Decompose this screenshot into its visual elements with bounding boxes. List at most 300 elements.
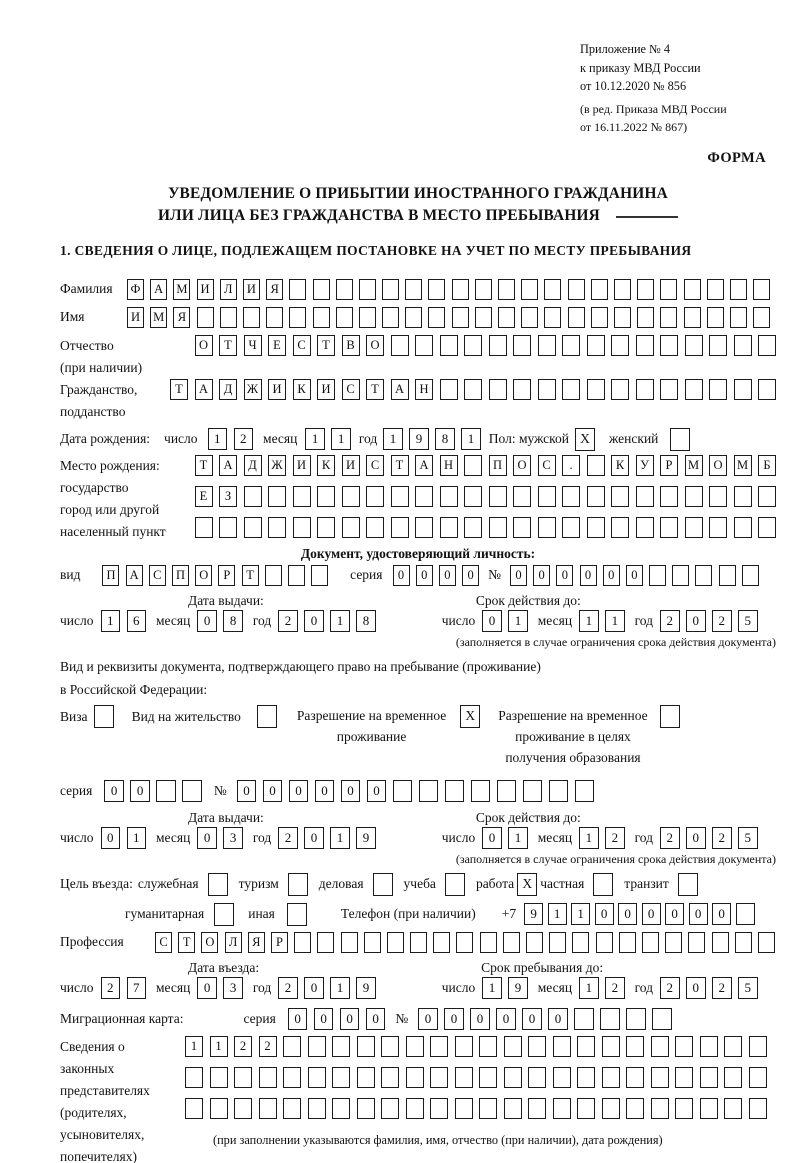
given-name-boxes-cell-11[interactable] [359, 307, 376, 328]
birth-place-row3-boxes-cell-20[interactable] [660, 517, 678, 538]
representatives-row2-boxes-cell-1[interactable] [185, 1067, 203, 1088]
profession-boxes-cell-19[interactable] [572, 932, 589, 953]
surname-boxes-cell-6[interactable]: И [243, 279, 260, 300]
stay-issue-month-cell-1[interactable]: 0 [197, 827, 217, 849]
sex-male-checkbox-cell-1[interactable]: X [575, 428, 595, 451]
surname-boxes-cell-5[interactable]: Л [220, 279, 237, 300]
surname-boxes-cell-9[interactable] [313, 279, 330, 300]
identity-issue-month-cell-2[interactable]: 8 [223, 610, 243, 632]
citizenship-boxes-cell-8[interactable]: С [342, 379, 360, 400]
given-name-boxes-cell-8[interactable] [289, 307, 306, 328]
profession-boxes-cell-22[interactable] [642, 932, 659, 953]
representatives-row1-boxes-cell-17[interactable] [577, 1036, 595, 1057]
doc-kind-boxes-cell-8[interactable] [265, 565, 282, 586]
representatives-row1-boxes-cell-8[interactable] [357, 1036, 375, 1057]
birth-place-row2-boxes-cell-3[interactable] [244, 486, 262, 507]
entry-year-cell-1[interactable]: 2 [278, 977, 298, 999]
representatives-row2-boxes-cell-8[interactable] [357, 1067, 375, 1088]
representatives-row2-boxes-cell-14[interactable] [504, 1067, 522, 1088]
birth-place-row1-boxes-cell-16[interactable]: . [562, 455, 580, 476]
given-name-boxes-cell-22[interactable] [614, 307, 631, 328]
representatives-row2-boxes-cell-12[interactable] [455, 1067, 473, 1088]
purpose-private-checkbox-cell-1[interactable] [593, 873, 613, 896]
surname-boxes-cell-17[interactable] [498, 279, 515, 300]
phone-boxes-cell-6[interactable]: 0 [642, 903, 661, 925]
citizenship-boxes-cell-6[interactable]: К [293, 379, 311, 400]
given-name-boxes-cell-26[interactable] [707, 307, 724, 328]
given-name-boxes-cell-24[interactable] [660, 307, 677, 328]
purpose-transit-checkbox-cell-1[interactable] [678, 873, 698, 896]
doc-series-boxes-cell-2[interactable]: 0 [416, 565, 433, 586]
profession-boxes-cell-7[interactable] [294, 932, 311, 953]
mc-number-boxes-cell-10[interactable] [652, 1008, 672, 1030]
given-name-boxes-cell-23[interactable] [637, 307, 654, 328]
birth-place-row2-boxes-cell-22[interactable] [709, 486, 727, 507]
birth-year-boxes-cell-3[interactable]: 8 [435, 428, 455, 450]
birth-place-row2-boxes-cell-1[interactable]: Е [195, 486, 213, 507]
surname-boxes-cell-12[interactable] [382, 279, 399, 300]
stay-valid-year-cell-2[interactable]: 0 [686, 827, 706, 849]
birth-place-row2-boxes-cell-15[interactable] [538, 486, 556, 507]
stay-number-boxes-cell-5[interactable]: 0 [341, 780, 361, 802]
given-name-boxes-cell-16[interactable] [475, 307, 492, 328]
surname-boxes-cell-4[interactable]: И [197, 279, 214, 300]
stay-valid-year-cell-4[interactable]: 5 [738, 827, 758, 849]
citizenship-boxes-cell-2[interactable]: А [195, 379, 213, 400]
patronymic-boxes-cell-20[interactable] [660, 335, 678, 356]
profession-boxes-cell-3[interactable]: О [201, 932, 218, 953]
doc-number-boxes-cell-5[interactable]: 0 [603, 565, 620, 586]
surname-boxes-cell-16[interactable] [475, 279, 492, 300]
phone-boxes-cell-5[interactable]: 0 [618, 903, 637, 925]
citizenship-boxes-cell-13[interactable] [464, 379, 482, 400]
birth-place-row1-boxes-cell-17[interactable] [587, 455, 605, 476]
birth-place-row2-boxes-cell-18[interactable] [611, 486, 629, 507]
birth-place-row2-boxes-cell-16[interactable] [562, 486, 580, 507]
edu-residence-checkbox-cell-1[interactable] [660, 705, 680, 728]
identity-valid-day-cell-2[interactable]: 1 [508, 610, 528, 632]
representatives-row1-boxes-cell-2[interactable]: 1 [210, 1036, 228, 1057]
phone-boxes-cell-7[interactable]: 0 [665, 903, 684, 925]
birth-place-row3-boxes-cell-21[interactable] [685, 517, 703, 538]
mc-series-boxes-cell-4[interactable]: 0 [366, 1008, 386, 1030]
birth-place-row1-boxes-cell-12[interactable] [464, 455, 482, 476]
representatives-row3-boxes-cell-24[interactable] [749, 1098, 767, 1119]
birth-place-row2-boxes-cell-12[interactable] [464, 486, 482, 507]
sex-female-checkbox-cell-1[interactable] [670, 428, 690, 451]
birth-place-row3-boxes-cell-16[interactable] [562, 517, 580, 538]
citizenship-boxes-cell-14[interactable] [489, 379, 507, 400]
patronymic-boxes-cell-3[interactable]: Ч [244, 335, 262, 356]
representatives-row3-boxes-cell-18[interactable] [602, 1098, 620, 1119]
representatives-row3-boxes-cell-19[interactable] [626, 1098, 644, 1119]
identity-valid-year-cell-2[interactable]: 0 [686, 610, 706, 632]
surname-boxes-cell-20[interactable] [568, 279, 585, 300]
profession-boxes-cell-8[interactable] [317, 932, 334, 953]
birth-place-row1-boxes-cell-7[interactable]: И [342, 455, 360, 476]
surname-boxes-cell-10[interactable] [336, 279, 353, 300]
birth-place-row3-boxes-cell-10[interactable] [415, 517, 433, 538]
surname-boxes-cell-15[interactable] [452, 279, 469, 300]
identity-issue-year-cell-4[interactable]: 8 [356, 610, 376, 632]
representatives-row1-boxes-cell-22[interactable] [700, 1036, 718, 1057]
mc-number-boxes-cell-1[interactable]: 0 [418, 1008, 438, 1030]
representatives-row3-boxes-cell-16[interactable] [553, 1098, 571, 1119]
representatives-row2-boxes-cell-11[interactable] [430, 1067, 448, 1088]
mc-number-boxes-cell-4[interactable]: 0 [496, 1008, 516, 1030]
birth-place-row3-boxes-cell-5[interactable] [293, 517, 311, 538]
doc-series-boxes-cell-3[interactable]: 0 [439, 565, 456, 586]
doc-kind-boxes-cell-2[interactable]: А [126, 565, 143, 586]
birth-place-row1-boxes-cell-8[interactable]: С [366, 455, 384, 476]
birth-place-row3-boxes-cell-9[interactable] [391, 517, 409, 538]
stay-number-boxes-cell-2[interactable]: 0 [263, 780, 283, 802]
representatives-row1-boxes-cell-11[interactable] [430, 1036, 448, 1057]
birth-place-row3-boxes-cell-2[interactable] [219, 517, 237, 538]
stay-valid-year-cell-3[interactable]: 2 [712, 827, 732, 849]
phone-boxes-cell-2[interactable]: 1 [548, 903, 567, 925]
given-name-boxes-cell-20[interactable] [568, 307, 585, 328]
representatives-row1-boxes-cell-19[interactable] [626, 1036, 644, 1057]
purpose-business-checkbox-cell-1[interactable] [208, 873, 228, 896]
entry-day-cell-2[interactable]: 7 [127, 977, 147, 999]
birth-place-row1-boxes-cell-3[interactable]: Д [244, 455, 262, 476]
birth-year-boxes-cell-4[interactable]: 1 [461, 428, 481, 450]
patronymic-boxes-cell-1[interactable]: О [195, 335, 213, 356]
identity-valid-day-cell-1[interactable]: 0 [482, 610, 502, 632]
birth-place-row1-boxes-cell-5[interactable]: И [293, 455, 311, 476]
representatives-row1-boxes-cell-16[interactable] [553, 1036, 571, 1057]
given-name-boxes-cell-4[interactable] [197, 307, 214, 328]
phone-boxes-cell-4[interactable]: 0 [595, 903, 614, 925]
profession-boxes-cell-10[interactable] [364, 932, 381, 953]
birth-place-row3-boxes-cell-22[interactable] [709, 517, 727, 538]
patronymic-boxes-cell-4[interactable]: Е [268, 335, 286, 356]
birth-place-row3-boxes-cell-6[interactable] [317, 517, 335, 538]
representatives-row1-boxes-cell-13[interactable] [479, 1036, 497, 1057]
representatives-row2-boxes-cell-19[interactable] [626, 1067, 644, 1088]
birth-year-boxes-cell-2[interactable]: 9 [409, 428, 429, 450]
profession-boxes-cell-12[interactable] [410, 932, 427, 953]
representatives-row1-boxes-cell-14[interactable] [504, 1036, 522, 1057]
doc-kind-boxes-cell-1[interactable]: П [102, 565, 119, 586]
representatives-row2-boxes-cell-2[interactable] [210, 1067, 228, 1088]
patronymic-boxes-cell-17[interactable] [587, 335, 605, 356]
patronymic-boxes-cell-8[interactable]: О [366, 335, 384, 356]
given-name-boxes-cell-12[interactable] [382, 307, 399, 328]
stay-number-boxes-cell-7[interactable] [393, 780, 413, 802]
birth-year-boxes-cell-1[interactable]: 1 [383, 428, 403, 450]
birth-place-row1-boxes-cell-20[interactable]: Р [660, 455, 678, 476]
doc-number-boxes-cell-7[interactable] [649, 565, 666, 586]
patronymic-boxes-cell-13[interactable] [489, 335, 507, 356]
stay-number-boxes-cell-14[interactable] [575, 780, 595, 802]
citizenship-boxes-cell-5[interactable]: И [268, 379, 286, 400]
representatives-row2-boxes-cell-17[interactable] [577, 1067, 595, 1088]
given-name-boxes-cell-13[interactable] [405, 307, 422, 328]
given-name-boxes-cell-7[interactable] [266, 307, 283, 328]
representatives-row3-boxes-cell-12[interactable] [455, 1098, 473, 1119]
birth-place-row3-boxes-cell-17[interactable] [587, 517, 605, 538]
given-name-boxes-cell-1[interactable]: И [127, 307, 144, 328]
doc-kind-boxes-cell-9[interactable] [288, 565, 305, 586]
birth-place-row1-boxes-cell-14[interactable]: О [513, 455, 531, 476]
birth-place-row2-boxes-cell-17[interactable] [587, 486, 605, 507]
stay-series-boxes-cell-2[interactable]: 0 [130, 780, 150, 802]
birth-place-row3-boxes-cell-23[interactable] [734, 517, 752, 538]
representatives-row3-boxes-cell-17[interactable] [577, 1098, 595, 1119]
patronymic-boxes-cell-14[interactable] [513, 335, 531, 356]
profession-boxes-cell-16[interactable] [503, 932, 520, 953]
representatives-row2-boxes-cell-9[interactable] [381, 1067, 399, 1088]
surname-boxes-cell-8[interactable] [289, 279, 306, 300]
representatives-row1-boxes-cell-9[interactable] [381, 1036, 399, 1057]
profession-boxes-cell-18[interactable] [549, 932, 566, 953]
doc-kind-boxes-cell-10[interactable] [311, 565, 328, 586]
profession-boxes-cell-5[interactable]: Я [248, 932, 265, 953]
birth-place-row1-boxes-cell-21[interactable]: М [685, 455, 703, 476]
patronymic-boxes-cell-12[interactable] [464, 335, 482, 356]
given-name-boxes-cell-17[interactable] [498, 307, 515, 328]
identity-issue-year-cell-2[interactable]: 0 [304, 610, 324, 632]
surname-boxes-cell-2[interactable]: А [150, 279, 167, 300]
citizenship-boxes-cell-23[interactable] [709, 379, 727, 400]
representatives-row3-boxes-cell-11[interactable] [430, 1098, 448, 1119]
birth-place-row1-boxes-cell-19[interactable]: У [636, 455, 654, 476]
representatives-row3-boxes-cell-21[interactable] [675, 1098, 693, 1119]
patronymic-boxes-cell-18[interactable] [611, 335, 629, 356]
citizenship-boxes-cell-1[interactable]: Т [170, 379, 188, 400]
temp-residence-checkbox-cell-1[interactable]: X [460, 705, 480, 728]
citizenship-boxes-cell-18[interactable] [587, 379, 605, 400]
birth-place-row1-boxes-cell-10[interactable]: А [415, 455, 433, 476]
surname-boxes-cell-27[interactable] [730, 279, 747, 300]
citizenship-boxes-cell-11[interactable]: Н [415, 379, 433, 400]
doc-number-boxes-cell-2[interactable]: 0 [533, 565, 550, 586]
doc-series-boxes-cell-4[interactable]: 0 [462, 565, 479, 586]
purpose-commercial-checkbox-cell-1[interactable] [373, 873, 393, 896]
birth-place-row1-boxes-cell-18[interactable]: К [611, 455, 629, 476]
representatives-row3-boxes-cell-7[interactable] [332, 1098, 350, 1119]
visa-checkbox-cell-1[interactable] [94, 705, 114, 728]
representatives-row1-boxes-cell-7[interactable] [332, 1036, 350, 1057]
representatives-row3-boxes-cell-13[interactable] [479, 1098, 497, 1119]
entry-month-cell-1[interactable]: 0 [197, 977, 217, 999]
mc-number-boxes-cell-6[interactable]: 0 [548, 1008, 568, 1030]
representatives-row2-boxes-cell-5[interactable] [283, 1067, 301, 1088]
birth-day-boxes-cell-1[interactable]: 1 [208, 428, 228, 450]
birth-place-row3-boxes-cell-3[interactable] [244, 517, 262, 538]
birth-place-row1-boxes-cell-23[interactable]: М [734, 455, 752, 476]
mc-series-boxes-cell-1[interactable]: 0 [288, 1008, 308, 1030]
doc-number-boxes-cell-11[interactable] [742, 565, 759, 586]
representatives-row1-boxes-cell-6[interactable] [308, 1036, 326, 1057]
phone-boxes-cell-1[interactable]: 9 [524, 903, 543, 925]
given-name-boxes-cell-19[interactable] [544, 307, 561, 328]
stay-until-month-cell-2[interactable]: 2 [605, 977, 625, 999]
given-name-boxes-cell-18[interactable] [521, 307, 538, 328]
profession-boxes-cell-17[interactable] [526, 932, 543, 953]
representatives-row1-boxes-cell-3[interactable]: 2 [234, 1036, 252, 1057]
birth-place-row3-boxes-cell-14[interactable] [513, 517, 531, 538]
doc-kind-boxes-cell-4[interactable]: П [172, 565, 189, 586]
representatives-row1-boxes-cell-12[interactable] [455, 1036, 473, 1057]
mc-number-boxes-cell-3[interactable]: 0 [470, 1008, 490, 1030]
citizenship-boxes-cell-20[interactable] [636, 379, 654, 400]
profession-boxes-cell-9[interactable] [341, 932, 358, 953]
stay-issue-year-cell-1[interactable]: 2 [278, 827, 298, 849]
surname-boxes-cell-25[interactable] [684, 279, 701, 300]
doc-number-boxes-cell-9[interactable] [695, 565, 712, 586]
entry-year-cell-2[interactable]: 0 [304, 977, 324, 999]
doc-number-boxes-cell-1[interactable]: 0 [510, 565, 527, 586]
representatives-row1-boxes-cell-24[interactable] [749, 1036, 767, 1057]
birth-place-row2-boxes-cell-19[interactable] [636, 486, 654, 507]
stay-issue-day-cell-2[interactable]: 1 [127, 827, 147, 849]
representatives-row2-boxes-cell-23[interactable] [724, 1067, 742, 1088]
representatives-row2-boxes-cell-21[interactable] [675, 1067, 693, 1088]
profession-boxes-cell-2[interactable]: Т [178, 932, 195, 953]
representatives-row3-boxes-cell-6[interactable] [308, 1098, 326, 1119]
identity-valid-month-cell-1[interactable]: 1 [579, 610, 599, 632]
citizenship-boxes-cell-16[interactable] [538, 379, 556, 400]
stay-series-boxes-cell-4[interactable] [182, 780, 202, 802]
surname-boxes-cell-26[interactable] [707, 279, 724, 300]
representatives-row1-boxes-cell-15[interactable] [528, 1036, 546, 1057]
mc-number-boxes-cell-2[interactable]: 0 [444, 1008, 464, 1030]
representatives-row2-boxes-cell-15[interactable] [528, 1067, 546, 1088]
birth-place-row2-boxes-cell-9[interactable] [391, 486, 409, 507]
given-name-boxes-cell-2[interactable]: М [150, 307, 167, 328]
profession-boxes-cell-4[interactable]: Л [225, 932, 242, 953]
stay-until-day-cell-2[interactable]: 9 [508, 977, 528, 999]
doc-number-boxes-cell-3[interactable]: 0 [556, 565, 573, 586]
representatives-row1-boxes-cell-4[interactable]: 2 [259, 1036, 277, 1057]
birth-place-row3-boxes-cell-15[interactable] [538, 517, 556, 538]
doc-kind-boxes-cell-5[interactable]: О [195, 565, 212, 586]
stay-valid-month-cell-2[interactable]: 2 [605, 827, 625, 849]
citizenship-boxes-cell-10[interactable]: А [391, 379, 409, 400]
representatives-row2-boxes-cell-20[interactable] [651, 1067, 669, 1088]
identity-issue-day-cell-1[interactable]: 1 [101, 610, 121, 632]
given-name-boxes-cell-3[interactable]: Я [173, 307, 190, 328]
patronymic-boxes-cell-16[interactable] [562, 335, 580, 356]
birth-place-row3-boxes-cell-13[interactable] [489, 517, 507, 538]
stay-number-boxes-cell-9[interactable] [445, 780, 465, 802]
profession-boxes-cell-25[interactable] [712, 932, 729, 953]
birth-place-row3-boxes-cell-7[interactable] [342, 517, 360, 538]
profession-boxes-cell-26[interactable] [735, 932, 752, 953]
birth-place-row2-boxes-cell-13[interactable] [489, 486, 507, 507]
stay-until-year-cell-2[interactable]: 0 [686, 977, 706, 999]
identity-valid-month-cell-2[interactable]: 1 [605, 610, 625, 632]
doc-number-boxes-cell-6[interactable]: 0 [626, 565, 643, 586]
birth-day-boxes-cell-2[interactable]: 2 [234, 428, 254, 450]
stay-valid-day-cell-1[interactable]: 0 [482, 827, 502, 849]
patronymic-boxes-cell-11[interactable] [440, 335, 458, 356]
birth-place-row1-boxes-cell-9[interactable]: Т [391, 455, 409, 476]
stay-until-month-cell-1[interactable]: 1 [579, 977, 599, 999]
patronymic-boxes-cell-15[interactable] [538, 335, 556, 356]
patronymic-boxes-cell-10[interactable] [415, 335, 433, 356]
representatives-row3-boxes-cell-22[interactable] [700, 1098, 718, 1119]
surname-boxes-cell-14[interactable] [428, 279, 445, 300]
citizenship-boxes-cell-7[interactable]: И [317, 379, 335, 400]
representatives-row3-boxes-cell-8[interactable] [357, 1098, 375, 1119]
citizenship-boxes-cell-25[interactable] [758, 379, 776, 400]
mc-number-boxes-cell-9[interactable] [626, 1008, 646, 1030]
representatives-row3-boxes-cell-15[interactable] [528, 1098, 546, 1119]
patronymic-boxes-cell-7[interactable]: В [342, 335, 360, 356]
stay-valid-day-cell-2[interactable]: 1 [508, 827, 528, 849]
surname-boxes-cell-28[interactable] [753, 279, 770, 300]
stay-until-year-cell-3[interactable]: 2 [712, 977, 732, 999]
humanitarian-checkbox-cell-1[interactable] [214, 903, 234, 926]
doc-number-boxes-cell-10[interactable] [719, 565, 736, 586]
stay-until-year-cell-4[interactable]: 5 [738, 977, 758, 999]
identity-issue-day-cell-2[interactable]: 6 [127, 610, 147, 632]
entry-year-cell-3[interactable]: 1 [330, 977, 350, 999]
given-name-boxes-cell-27[interactable] [730, 307, 747, 328]
representatives-row2-boxes-cell-4[interactable] [259, 1067, 277, 1088]
representatives-row3-boxes-cell-9[interactable] [381, 1098, 399, 1119]
citizenship-boxes-cell-17[interactable] [562, 379, 580, 400]
surname-boxes-cell-1[interactable]: Ф [127, 279, 144, 300]
surname-boxes-cell-24[interactable] [660, 279, 677, 300]
doc-kind-boxes-cell-3[interactable]: С [149, 565, 166, 586]
profession-boxes-cell-20[interactable] [596, 932, 613, 953]
profession-boxes-cell-21[interactable] [619, 932, 636, 953]
birth-place-row2-boxes-cell-5[interactable] [293, 486, 311, 507]
representatives-row3-boxes-cell-3[interactable] [234, 1098, 252, 1119]
purpose-work-checkbox-cell-1[interactable]: X [517, 873, 537, 896]
birth-place-row3-boxes-cell-11[interactable] [440, 517, 458, 538]
stay-number-boxes-cell-4[interactable]: 0 [315, 780, 335, 802]
given-name-boxes-cell-25[interactable] [684, 307, 701, 328]
patronymic-boxes-cell-19[interactable] [636, 335, 654, 356]
patronymic-boxes-cell-6[interactable]: Т [317, 335, 335, 356]
citizenship-boxes-cell-19[interactable] [611, 379, 629, 400]
representatives-row1-boxes-cell-20[interactable] [651, 1036, 669, 1057]
representatives-row1-boxes-cell-1[interactable]: 1 [185, 1036, 203, 1057]
citizenship-boxes-cell-22[interactable] [685, 379, 703, 400]
stay-series-boxes-cell-3[interactable] [156, 780, 176, 802]
representatives-row3-boxes-cell-14[interactable] [504, 1098, 522, 1119]
citizenship-boxes-cell-15[interactable] [513, 379, 531, 400]
birth-place-row2-boxes-cell-21[interactable] [685, 486, 703, 507]
profession-boxes-cell-14[interactable] [456, 932, 473, 953]
representatives-row2-boxes-cell-24[interactable] [749, 1067, 767, 1088]
patronymic-boxes-cell-21[interactable] [685, 335, 703, 356]
phone-boxes-cell-3[interactable]: 1 [571, 903, 590, 925]
birth-place-row2-boxes-cell-23[interactable] [734, 486, 752, 507]
birth-place-row2-boxes-cell-14[interactable] [513, 486, 531, 507]
given-name-boxes-cell-5[interactable] [220, 307, 237, 328]
stay-number-boxes-cell-1[interactable]: 0 [237, 780, 257, 802]
representatives-row1-boxes-cell-10[interactable] [406, 1036, 424, 1057]
birth-place-row3-boxes-cell-8[interactable] [366, 517, 384, 538]
citizenship-boxes-cell-4[interactable]: Ж [244, 379, 262, 400]
identity-valid-year-cell-3[interactable]: 2 [712, 610, 732, 632]
birth-place-row2-boxes-cell-11[interactable] [440, 486, 458, 507]
surname-boxes-cell-22[interactable] [614, 279, 631, 300]
birth-place-row2-boxes-cell-4[interactable] [268, 486, 286, 507]
entry-month-cell-2[interactable]: 3 [223, 977, 243, 999]
profession-boxes-cell-1[interactable]: С [155, 932, 172, 953]
representatives-row2-boxes-cell-10[interactable] [406, 1067, 424, 1088]
stay-number-boxes-cell-6[interactable]: 0 [367, 780, 387, 802]
citizenship-boxes-cell-12[interactable] [440, 379, 458, 400]
